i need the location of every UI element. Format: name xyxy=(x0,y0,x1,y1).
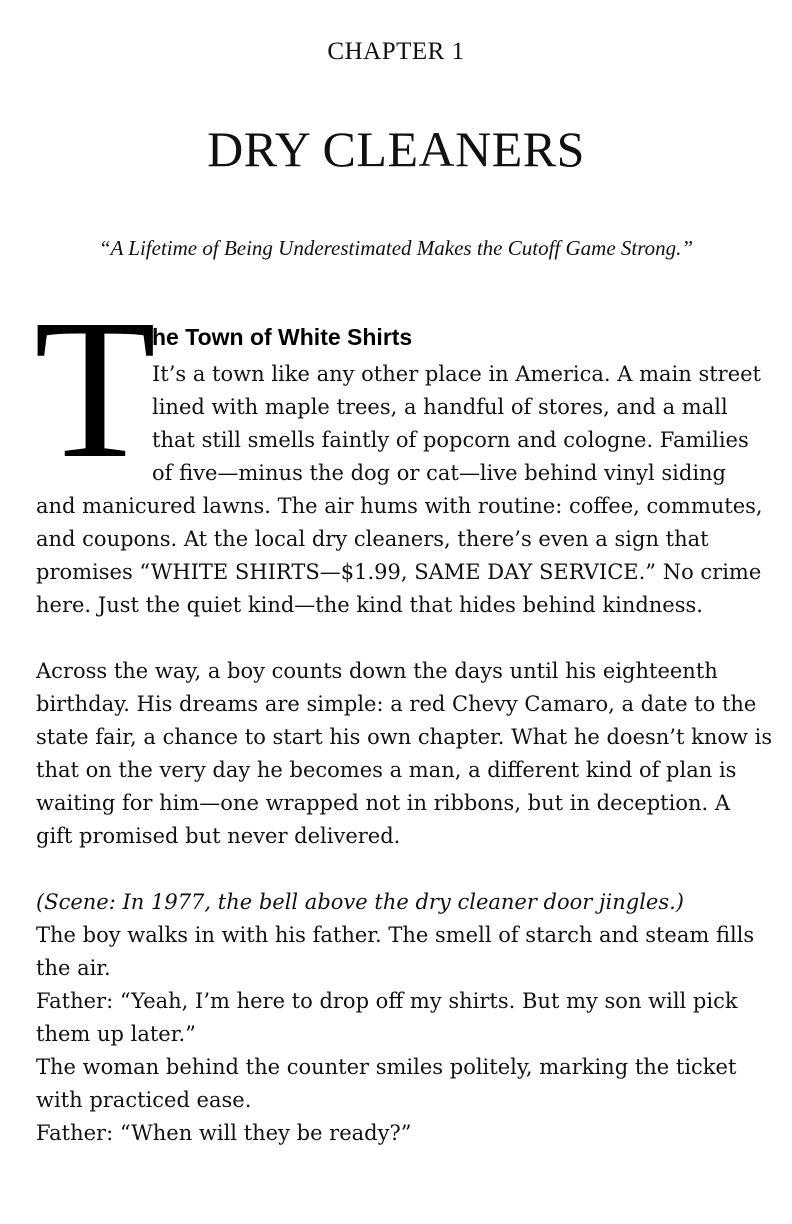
paragraph-1-line: and manicured lawns. The air hums with routine: coffee, commutes, xyxy=(36,494,763,518)
scene-line: them up later.” xyxy=(36,1022,196,1046)
paragraph-1-line: that still smells faintly of popcorn and cologne. Families xyxy=(152,428,749,452)
scene-line: The boy walks in with his father. The smell of starch and steam fills xyxy=(36,923,755,947)
scene-line: The woman behind the counter smiles politely, marking the ticket xyxy=(36,1055,737,1079)
scene-line: the air. xyxy=(36,956,111,980)
paragraph-1-line: promises “WHITE SHIRTS—$1.99, SAME DAY SERVICE.” No crime xyxy=(36,560,762,584)
scene-line: Father: “When will they be ready?” xyxy=(36,1121,412,1145)
section-heading: he Town of White Shirts xyxy=(152,324,413,350)
paragraph-1-line: here. Just the quiet kind—the kind that hides behind kindness. xyxy=(36,593,703,617)
drop-cap: T xyxy=(34,279,157,500)
paragraph-2-line: birthday. His dreams are simple: a red Chevy Camaro, a date to the xyxy=(36,692,757,716)
scene-direction: (Scene: In 1977, the bell above the dry cleaner door jingles.) xyxy=(36,890,684,914)
paragraph-2-line: Across the way, a boy counts down the days until his eighteenth xyxy=(36,659,718,683)
paragraph-1-line: of five—minus the dog or cat—live behind vinyl siding xyxy=(152,461,727,485)
paragraph-2-line: state fair, a chance to start his own chapter. What he doesn’t know is xyxy=(36,725,773,749)
paragraph-1-line: and coupons. At the local dry cleaners, there’s even a sign that xyxy=(36,527,709,551)
paragraph-1-line: lined with maple trees, a handful of stores, and a mall xyxy=(152,395,728,419)
chapter-epigraph: “A Lifetime of Being Underestimated Makes the Cutoff Game Strong.” xyxy=(98,236,694,260)
paragraph-2-line: that on the very day he becomes a man, a different kind of plan is xyxy=(36,758,737,782)
scene-line: Father: “Yeah, I’m here to drop off my shirts. But my son will pick xyxy=(36,989,738,1013)
chapter-label: CHAPTER 1 xyxy=(327,38,465,65)
scene-line: with practiced ease. xyxy=(36,1088,252,1112)
paragraph-1-line: It’s a town like any other place in America. A main street xyxy=(152,362,761,386)
paragraph-2-line: gift promised but never delivered. xyxy=(36,824,401,848)
chapter-title: DRY CLEANERS xyxy=(207,121,585,177)
paragraph-2-line: waiting for him—one wrapped not in ribbons, but in deception. A xyxy=(36,791,731,815)
